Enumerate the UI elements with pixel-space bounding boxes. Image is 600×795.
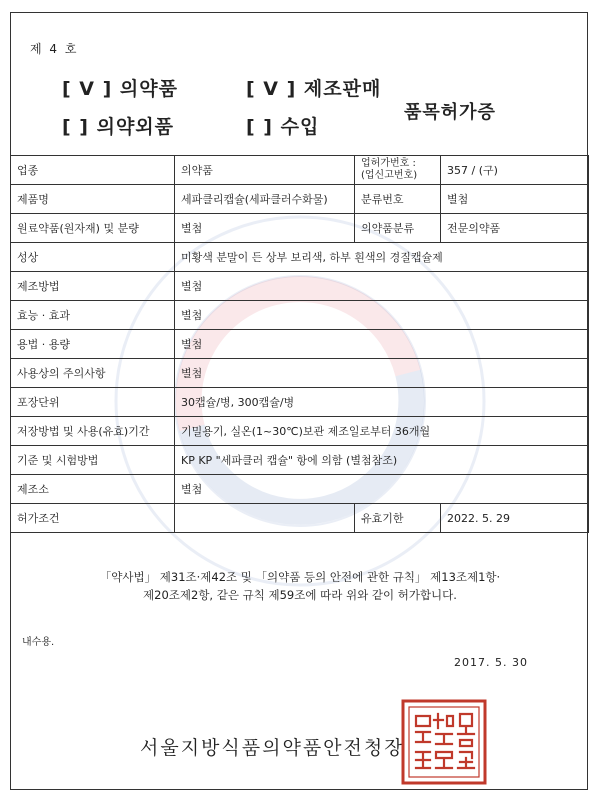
category-import: [ ] 수입 [246, 116, 320, 138]
row-label: 업종 [11, 156, 175, 185]
table-row [11, 272, 589, 301]
row-value: 357 / (구) [441, 156, 589, 185]
form-number: 제 4 호 [30, 42, 79, 56]
official-seal-stamp [400, 698, 488, 786]
row-label: 의약품분류 [355, 214, 441, 243]
row-value: 세파클리캡슐(세파클러수화물) [175, 185, 355, 214]
row-value: 별첨 [175, 475, 589, 504]
row-value: 별첨 [175, 359, 589, 388]
table-row [11, 156, 589, 185]
row-label: 제조방법 [11, 272, 175, 301]
table-row [11, 417, 589, 446]
document-title: 품목허가증 [404, 102, 496, 123]
row-label: 원료약품(원자재) 및 분량 [11, 214, 175, 243]
table-row [11, 475, 589, 504]
row-value: 의약품 [175, 156, 355, 185]
row-value: 30캡슐/병, 300캡슐/병 [175, 388, 589, 417]
row-label: 제품명 [11, 185, 175, 214]
category-manufacture-sale: [ V ] 제조판매 [246, 78, 382, 100]
row-value: 별첨 [175, 330, 589, 359]
issuing-office: 서울지방식품의약품안전청장 [140, 737, 405, 759]
row-label: 효능 · 효과 [11, 301, 175, 330]
table-row [11, 301, 589, 330]
statement-line: 「약사법」 제31조·제42조 및 「의약품 등의 안전에 관한 규칙」 제13조제1항· [99, 570, 501, 584]
row-value: 별첨 [175, 301, 589, 330]
row-label: 업허가번호 : (업신고번호) [355, 156, 441, 185]
license-table [10, 155, 589, 533]
table-row [11, 214, 589, 243]
row-value: 2022. 5. 29 [441, 504, 589, 533]
row-value: 별첨 [175, 214, 355, 243]
category-quasi-drug: [ ] 의약외품 [62, 116, 175, 138]
row-label: 성상 [11, 243, 175, 272]
row-value: 전문의약품 [441, 214, 589, 243]
row-value: 기밀용기, 실온(1~30℃)보관 제조일로부터 36개월 [175, 417, 589, 446]
table-row [11, 388, 589, 417]
row-label: 허가조건 [11, 504, 175, 533]
table-row [11, 446, 589, 475]
row-value [175, 504, 355, 533]
issue-date: 2017. 5. 30 [454, 656, 528, 669]
row-label: 사용상의 주의사항 [11, 359, 175, 388]
approval-statement [0, 568, 600, 604]
row-label: 분류번호 [355, 185, 441, 214]
category-drug: [ V ] 의약품 [62, 78, 178, 100]
table-row [11, 504, 589, 533]
row-value: 별첨 [175, 272, 589, 301]
row-label: 유효기한 [355, 504, 441, 533]
row-label: 용법 · 용량 [11, 330, 175, 359]
row-label: 기준 및 시험방법 [11, 446, 175, 475]
table-row [11, 185, 589, 214]
table-row [11, 330, 589, 359]
row-label: 포장단위 [11, 388, 175, 417]
row-label: 저장방법 및 사용(유효)기간 [11, 417, 175, 446]
table-row [11, 243, 589, 272]
table-row [11, 359, 589, 388]
row-label: 제조소 [11, 475, 175, 504]
row-value: 별첨 [441, 185, 589, 214]
row-value: 미황색 분말이 든 상부 보리색, 하부 흰색의 경질캡슐제 [175, 243, 589, 272]
statement-line: 제20조제2항, 같은 규칙 제59조에 따라 위와 같이 허가합니다. [143, 588, 457, 602]
recipient-note: 내수용. [22, 637, 55, 648]
row-value: KP KP "세파클러 캡슐" 항에 의함 (별첨참조) [175, 446, 589, 475]
